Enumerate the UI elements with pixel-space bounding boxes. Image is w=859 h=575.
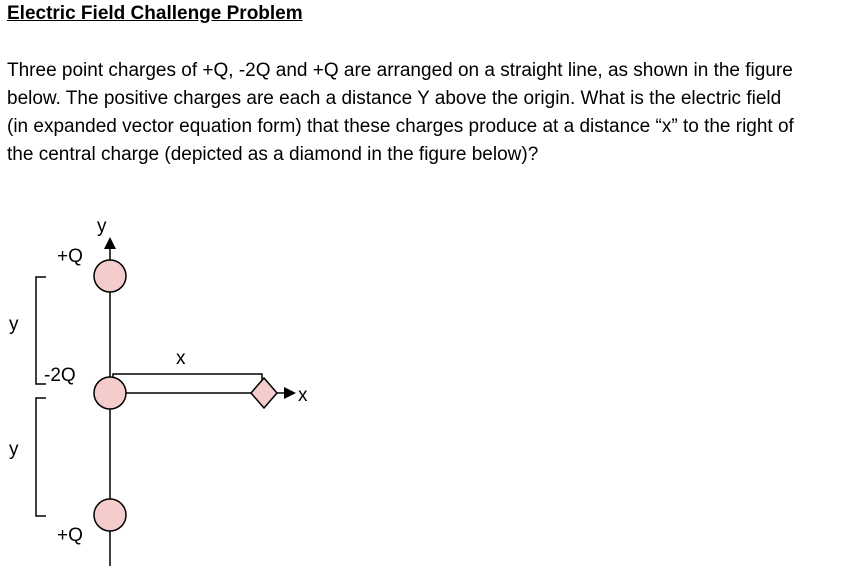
center-charge-label: -2Q [44,365,76,386]
x-axis-label: x [298,385,308,406]
bottom-charge-label: +Q [57,525,83,546]
problem-line: below. The positive charges are each a distance Y above the origin. What is the electric field [7,88,782,109]
problem-line: Three point charges of +Q, -2Q and +Q are arranged on a straight line, as shown in the figure [7,60,793,81]
horizontal-distance-label: x [176,348,186,369]
bottom-charge [94,499,126,531]
observation-point-diamond [251,378,277,408]
top-charge-label: +Q [57,246,83,267]
problem-line: the central charge (depicted as a diamond in the figure below)? [7,144,539,165]
charge-diagram-svg [0,200,400,570]
problem-line: (in expanded vector equation form) that these charges produce at a distance “x” to the right of [7,116,794,137]
upper-distance-label: y [9,314,19,335]
top-charge [94,260,126,292]
charge-diagram [0,200,400,570]
center-charge [94,377,126,409]
lower-distance-label: y [9,439,19,460]
lower-distance-bracket [36,398,46,516]
horizontal-distance-bracket [113,374,262,381]
page-title: Electric Field Challenge Problem [7,3,303,24]
problem-statement [7,57,859,169]
y-axis-label: y [97,216,107,237]
